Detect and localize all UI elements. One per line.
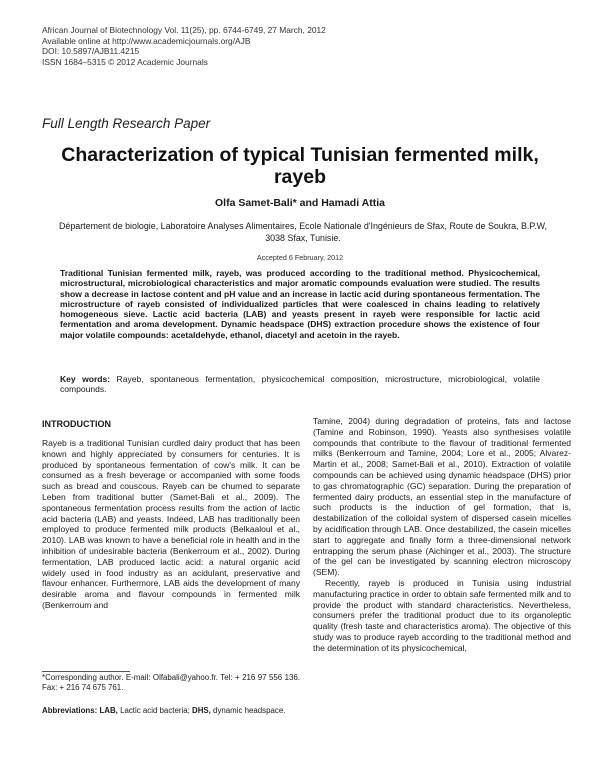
abstract: Traditional Tunisian fermented milk, rayeb, was produced according to the traditional method. Physicochemical, microstructural, microbiological characteristics and major aromatic compounds evaluation were studied. The results show a decrease in lactose content and pH value and an increase in lactic acid during spontaneous fermentation. The microstructure of rayeb consisted of individualized particles that were coalesced in chains leading to relatively homogeneous sieve. Lactic acid bacteria (LAB) and yeasts present in rayeb were responsible for lactic acid fermentation and aroma development. Dynamic headspace (DHS) extraction procedure shows the existence of four major volatile compounds: acetaldehyde, ethanol, diacetyl and acetoin in the rayeb. — [60, 268, 540, 340]
intro-paragraph-2: Tamine, 2004) during degradation of proteins, fats and lactose (Tamine and Robinson, 1990). Yeasts also synthesises volatile compounds that contribute to the flavour of traditional fermented milks (Benkerroum and Tamine, 2004; Lore et al., 2005; Alvarez-Martin et al., 2008; Samet-Bali et al., 2010). Extraction of volatile compounds can be achieved using dynamic headspace (DHS) prior to gas chromatographic (GC) separation. During the preparation of fermented dairy products, an essential step in the manufacture of such products is the induction of gel formation, that is, destabilization of the colloidal system of dispersed casein micelles by acidification through LAB. Once destabilized, the casein micelles start to aggregate and finally form a three-dimensional network entrapping the serum phase (Aichinger et al., 2003). The structure of the gel can be investigated by scanning electron microscopy (SEM). — [313, 416, 571, 578]
accepted-date: Accepted 6 February, 2012 — [256, 253, 344, 262]
intro-paragraph-1: Rayeb is a traditional Tunisian curdled dairy product that has been known and highly appreciated by consumers for centuries. It is produced by spontaneous fermentation of cow's milk. It can be consumed as a fresh beverage or accompanied with some foods such as bread and couscous. Rayeb can be churned to separate Leben from traditional butter (Samet-Bali et al., 2009). The spontaneous fermentation process results from the action of lactic acid bacteria (LAB) and yeasts. Indeed, LAB has traditionally been employed to produce fermented milk products (Belkaaloul et al., 2010). LAB was known to have a beneficial role in health and in the inhibition of undesirable bacteria (Benkerroum et al., 2002). During fermentation, LAB produced lactic acid: a natural organic acid widely used in food industry as an acidulant, preservative and flavour enhancer. Furthermore, LAB aids the development of many desirable aroma and flavour compounds in fermented milk (Benkerroum and — [42, 438, 300, 610]
keywords-text: Rayeb, spontaneous fermentation, physicochemical composition, microstructure, microbiological, volatile compounds. — [60, 374, 540, 395]
abbrev-lab-text: Lactic acid bacteria; — [117, 706, 192, 715]
paper-type: Full Length Research Paper — [42, 116, 211, 131]
paper-title: Characterization of typical Tunisian fermented milk, rayeb — [61, 144, 539, 188]
affiliation: Département de biologie, Laboratoire Analyses Alimentaires, Ecole Nationale d'Ingénieurs de Sfax, Route de Soukra, B.P.W, 3038 Sfax, Tunisie. — [59, 221, 547, 243]
journal-header — [42, 25, 326, 67]
abbrev-dhs: DHS, — [192, 706, 211, 715]
journal-citation: African Journal of Biotechnology Vol. 11(25), pp. 6744-6749, 27 March, 2012 — [42, 25, 326, 35]
authors: Olfa Samet-Bali* and Hamadi Attia — [215, 197, 385, 209]
journal-url: Available online at http://www.academicjournals.org/AJB — [42, 35, 251, 46]
keywords-label: Key words: — [60, 374, 111, 384]
corresponding-author-footnote: *Corresponding author. E-mail: Olfabali@yahoo.fr. Tel: + 216 97 556 136. Fax: + 216 74 675 761. — [42, 673, 300, 692]
abbrev-lab: LAB, — [99, 706, 118, 715]
keywords — [60, 374, 540, 395]
intro-paragraph-3: Recently, rayeb is produced in Tunisia using industrial manufacturing practice in order to obtain safe fermented milk and to provide the product with standard characteristics. Nevertheless, consumers prefer the traditional product due to its organoleptic quality (fresh taste and characteristics aroma). The objective of this study was to produce rayeb according to the traditional method and the determination of its physicochemical, — [313, 577, 571, 653]
footnote-divider — [42, 671, 130, 672]
journal-issn: ISSN 1684–5315 © 2012 Academic Journals — [42, 56, 208, 67]
introduction-right-column — [313, 416, 571, 654]
abbreviations — [42, 706, 300, 716]
introduction-left-column — [42, 438, 300, 611]
section-heading-introduction: INTRODUCTION — [42, 419, 111, 429]
abbrev-dhs-text: dynamic headspace. — [210, 706, 286, 715]
abbreviations-label: Abbreviations: — [42, 706, 98, 715]
journal-doi: DOI: 10.5897/AJB11.4215 — [42, 46, 140, 57]
